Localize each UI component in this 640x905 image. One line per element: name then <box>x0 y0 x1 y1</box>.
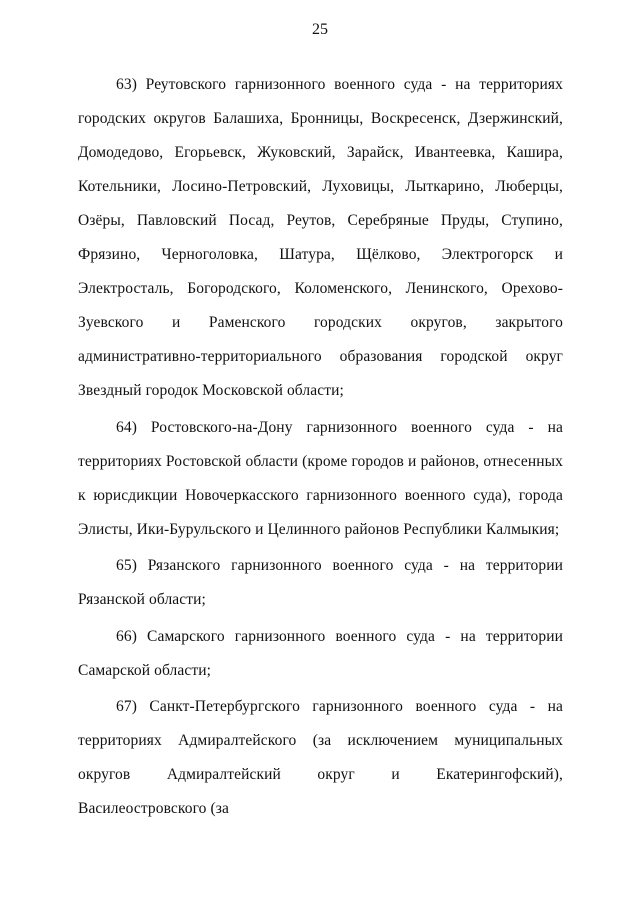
paragraph-item-67: 67) Санкт-Петербургского гарнизонного военного суда - на территориях Адмиралтейского (за исключением муниципальных округов Адмиралтейский округ и Екатерингофский), Василеостровского (за <box>78 698 563 817</box>
paragraph-item-66: 66) Самарского гарнизонного военного суда - на территории Самарской области; <box>78 627 563 679</box>
paragraph-item-63: 63) Реутовского гарнизонного военного суда - на территориях городских округов Балашиха, Бронницы, Воскресенск, Дзержинский, Домодедово, Егорьевск, Жуковский, Зарайск, Ивантеевка, Кашира, Котельники, Лосино-Петровский, Луховицы, Лыткарино, Люберцы, Озёры, Павловский Посад, Реутов, Серебряные Пруды, Ступино, Фрязино, Черноголовка, Шатура, Щёлково, Электрогорск и Электросталь, Богородского, Коломенского, Ленинского, Орехово-Зуевского и Раменского городских округов, закрытого административно-территориального образования городской округ Звездный городок Московской области; <box>78 76 563 399</box>
document-body <box>78 68 563 829</box>
page-number: 25 <box>312 21 328 38</box>
paragraph-item-64: 64) Ростовского-на-Дону гарнизонного военного суда - на территориях Ростовской области (кроме городов и районов, отнесенных к юрисдикции Новочеркасского гарнизонного военного суда), города Элисты, Ики-Бурульского и Целинного районов Республики Калмыкия; <box>78 418 563 538</box>
paragraph-item-65: 65) Рязанского гарнизонного военного суда - на территории Рязанской области; <box>78 557 563 608</box>
